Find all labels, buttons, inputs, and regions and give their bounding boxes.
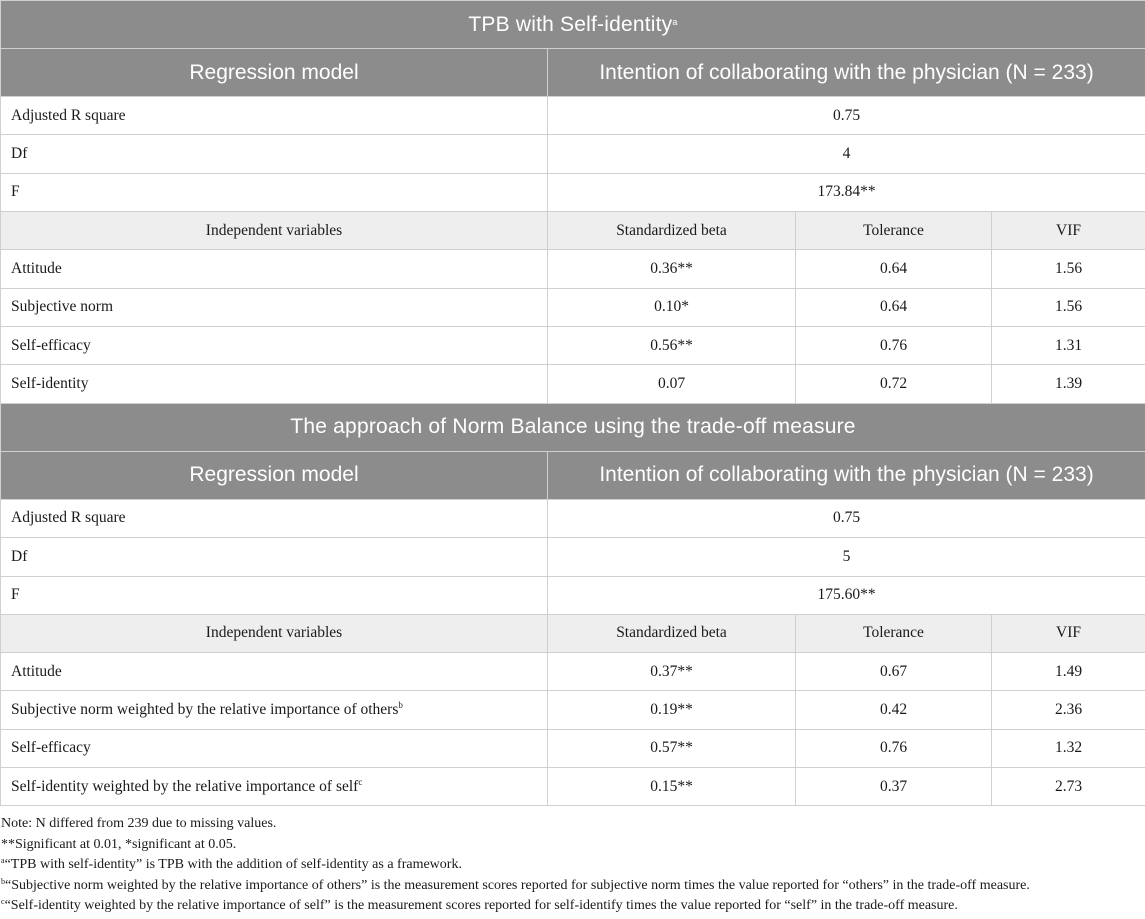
stat-row [1, 173, 1145, 211]
vif-value: 2.36 [992, 691, 1145, 729]
stat-label: Adjusted R square [1, 499, 548, 537]
table-footnotes [0, 814, 1145, 917]
header-regression-model: Regression model [1, 49, 548, 97]
stat-row [1, 97, 1145, 135]
stat-value: 4 [548, 135, 1145, 173]
subheader-standardized-beta: Standardized beta [548, 212, 796, 250]
stat-label: Df [1, 135, 548, 173]
footnote: **Significant at 0.01, *significant at 0.05. [1, 836, 237, 852]
stat-value: 0.75 [548, 499, 1145, 537]
beta-value: 0.56** [548, 326, 796, 364]
subheader-standardized-beta: Standardized beta [548, 614, 796, 652]
footnote: Note: N differed from 239 due to missing values. [1, 816, 277, 831]
variable-name: Self-efficacy [1, 326, 548, 364]
beta-value: 0.37** [548, 652, 796, 690]
table-row [1, 768, 1145, 806]
table-row [1, 326, 1145, 364]
section1-header-row [1, 49, 1145, 97]
vif-value: 1.31 [992, 326, 1145, 364]
tolerance-value: 0.37 [796, 768, 992, 806]
stat-value: 5 [548, 538, 1145, 576]
variable-name: Attitude [1, 250, 548, 288]
vif-value: 1.49 [992, 652, 1145, 690]
beta-value: 0.57** [548, 729, 796, 767]
header-regression-model: Regression model [1, 451, 548, 499]
beta-value: 0.36** [548, 250, 796, 288]
variable-name: Attitude [1, 652, 548, 690]
section2-title-row [1, 403, 1145, 451]
vif-value: 1.56 [992, 250, 1145, 288]
tolerance-value: 0.72 [796, 365, 992, 403]
vif-value: 1.32 [992, 729, 1145, 767]
variable-name: Subjective norm weighted by the relative importance of others$^b$ [1, 691, 548, 729]
stat-value: 175.60** [548, 576, 1145, 614]
stat-value: 173.84** [548, 173, 1145, 211]
variable-name: Self-identity weighted by the relative importance of self$^c$ [1, 768, 548, 806]
vif-value: 2.73 [992, 768, 1145, 806]
header-intention: Intention of collaborating with the physician (N = 233) [548, 49, 1145, 97]
stat-row [1, 135, 1145, 173]
variable-name: Self-identity [1, 365, 548, 403]
section1-title-row [1, 1, 1145, 49]
beta-value: 0.10* [548, 288, 796, 326]
tolerance-value: 0.76 [796, 729, 992, 767]
table-row [1, 729, 1145, 767]
table-row [1, 250, 1145, 288]
variable-name: Self-efficacy [1, 729, 548, 767]
stat-label: F [1, 173, 548, 211]
stat-label: Df [1, 538, 548, 576]
variable-name: Subjective norm [1, 288, 548, 326]
vif-value: 1.39 [992, 365, 1145, 403]
section1-subheader-row [1, 212, 1145, 250]
table-row [1, 691, 1145, 729]
tolerance-value: 0.64 [796, 250, 992, 288]
stat-row [1, 576, 1145, 614]
subheader-vif: VIF [992, 614, 1145, 652]
footnote: $^c$“Self-identity weighted by the relative importance of self” is the measurement scores reported for self-identify times the value reported for “self” in the trade-off measure. [1, 897, 958, 913]
footnote: $^b$“Subjective norm weighted by the relative importance of others” is the measurement scores reported for subjective norm times the value reported for “others” in the trade-off measure. [1, 876, 1030, 893]
beta-value: 0.07 [548, 365, 796, 403]
header-intention: Intention of collaborating with the physician (N = 233) [548, 451, 1145, 499]
subheader-tolerance: Tolerance [796, 212, 992, 250]
vif-value: 1.56 [992, 288, 1145, 326]
beta-value: 0.19** [548, 691, 796, 729]
stat-value: 0.75 [548, 97, 1145, 135]
stat-row [1, 538, 1145, 576]
subheader-tolerance: Tolerance [796, 614, 992, 652]
tolerance-value: 0.67 [796, 652, 992, 690]
stat-label: F [1, 576, 548, 614]
section2-title: The approach of Norm Balance using the trade-off measure [1, 403, 1145, 451]
subheader-independent-variables: Independent variables [1, 614, 548, 652]
table-row [1, 652, 1145, 690]
tolerance-value: 0.76 [796, 326, 992, 364]
stat-label: Adjusted R square [1, 97, 548, 135]
footnote: $^a$“TPB with self-identity” is TPB with the addition of self-identity as a framework. [1, 856, 462, 872]
beta-value: 0.15** [548, 768, 796, 806]
tolerance-value: 0.64 [796, 288, 992, 326]
subheader-independent-variables: Independent variables [1, 212, 548, 250]
table-row [1, 365, 1145, 403]
table-row [1, 288, 1145, 326]
section1-title: TPB with Self-identity$^a$ [1, 1, 1145, 49]
subheader-vif: VIF [992, 212, 1145, 250]
stat-row [1, 499, 1145, 537]
tolerance-value: 0.42 [796, 691, 992, 729]
section2-header-row [1, 451, 1145, 499]
section2-subheader-row [1, 614, 1145, 652]
